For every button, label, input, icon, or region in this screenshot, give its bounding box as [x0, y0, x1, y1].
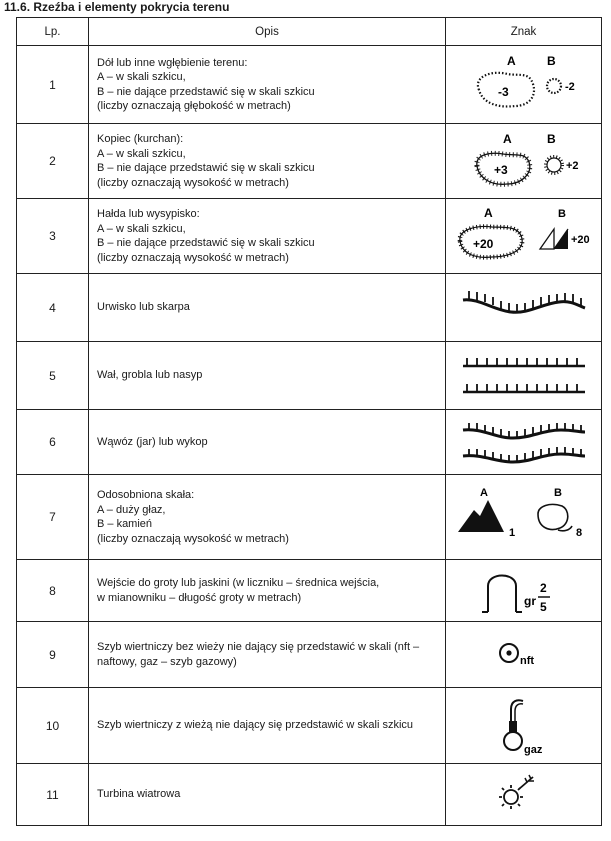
turbine-hub: [504, 790, 518, 804]
depth-value-b: -2: [564, 80, 575, 93]
description-line: A – w skali szkicu,: [97, 71, 186, 83]
variant-a-label: A: [479, 487, 488, 499]
table-row: [17, 688, 602, 764]
escarpment-symbol: [459, 288, 589, 328]
row-symbol: [446, 622, 602, 688]
row-description: [89, 410, 446, 475]
description-line: naftowy, gaz – szyb gazowy): [97, 655, 237, 668]
cave-prefix: gr: [523, 593, 536, 608]
row-symbol: [446, 274, 602, 342]
cave-numerator: 2: [539, 580, 547, 595]
row-number: 2: [17, 124, 89, 199]
escarpment-line: [463, 299, 585, 311]
height-value-a: +20: [472, 237, 493, 251]
row-symbol: [446, 199, 602, 274]
variant-a-label: A: [502, 132, 512, 146]
variant-b-label: B: [553, 487, 562, 499]
row-description: [89, 475, 446, 560]
row-symbol: [446, 764, 602, 826]
ravine-line-top: [463, 430, 585, 438]
shaft-label: nft: [519, 654, 534, 667]
row-description: [89, 342, 446, 410]
mound-hachures-b: [545, 157, 562, 174]
description-line: w mianowniku – długość groty w metrach): [97, 591, 302, 604]
description-line: Dół lub inne wgłębienie terenu:: [97, 56, 248, 69]
shaft-dot: [506, 650, 511, 655]
row-symbol: [446, 688, 602, 764]
row-number: 3: [17, 199, 89, 274]
row-description: [89, 274, 446, 342]
description-line: Wąwóz (jar) lub wykop: [97, 435, 208, 448]
description-line: (liczby oznaczają wysokość w metrach): [97, 532, 289, 545]
table-row: [17, 410, 602, 475]
description-line: A – w skali szkicu,: [97, 147, 186, 160]
row-number: 9: [17, 622, 89, 688]
tower-ring: [504, 732, 522, 750]
row-description: [89, 622, 446, 688]
table-row: [17, 274, 602, 342]
height-value-a: +3: [493, 163, 508, 177]
description-line: Kopiec (kurchan):: [97, 133, 184, 145]
header-opis: Opis: [89, 18, 446, 46]
row-description: [89, 764, 446, 826]
table-row: [17, 622, 602, 688]
row-symbol: [446, 560, 602, 622]
row-description: [89, 46, 446, 124]
row-number: 5: [17, 342, 89, 410]
depression-symbol: [459, 54, 589, 116]
tower-label: gaz: [523, 743, 542, 756]
description-line: Hałda lub wysypisko:: [97, 208, 200, 220]
description-line: Szyb wiertniczy bez wieży nie dający się przedstawić w skali (nft –: [97, 641, 420, 653]
description-line: B – nie dające przedstawić się w skali szkicu: [97, 85, 315, 98]
table-row: [17, 199, 602, 274]
description-line: B – nie dające przedstawić się w skali szkicu: [97, 162, 315, 174]
table-row: [17, 124, 602, 199]
embankment-symbol: [459, 354, 589, 398]
variant-a-label: A: [506, 53, 516, 68]
row-number: 11: [17, 764, 89, 826]
row-description: [89, 199, 446, 274]
header-row: [17, 18, 602, 46]
description-line: A – w skali szkicu,: [97, 222, 186, 235]
row-symbol: [446, 342, 602, 410]
table-row: [17, 475, 602, 560]
mound-point-b: [547, 158, 561, 172]
header-znak: Znak: [446, 18, 602, 46]
height-value-b: +20: [570, 234, 590, 246]
drill-tower-symbol: [489, 695, 559, 757]
row-number: 1: [17, 46, 89, 124]
description-line: (liczby oznaczają wysokość w metrach): [97, 251, 289, 264]
row-symbol: [446, 410, 602, 475]
height-value-a: 1: [508, 527, 515, 539]
ravine-line-bottom: [463, 454, 585, 462]
description-line: Szyb wiertniczy z wieżą nie dający się przedstawić w skali szkicu: [97, 719, 414, 732]
heap-symbol: [454, 205, 594, 267]
depression-point-b: [547, 79, 561, 93]
section-title: 11.6. Rzeźba i elementy pokrycia terenu: [4, 0, 230, 14]
rock-symbol: [454, 484, 594, 550]
row-number: 8: [17, 560, 89, 622]
description-line: A – duży głaz,: [97, 503, 166, 516]
depth-value-a: -3: [497, 84, 509, 99]
description-line: (liczby oznaczają głębokość w metrach): [97, 100, 291, 112]
variant-b-label: B: [546, 53, 556, 68]
row-description: [89, 124, 446, 199]
description-line: Odosobniona skała:: [97, 489, 195, 501]
boulder-a: [458, 500, 504, 532]
row-number: 7: [17, 475, 89, 560]
row-number: 10: [17, 688, 89, 764]
cave-denominator: 5: [539, 599, 547, 614]
description-line: Turbina wiatrowa: [97, 788, 181, 801]
row-description: [89, 560, 446, 622]
row-description: [89, 688, 446, 764]
row-symbol: [446, 46, 602, 124]
ravine-symbol: [459, 420, 589, 464]
table-row: [17, 560, 602, 622]
description-line: Wejście do groty lub jaskini (w liczniku – średnica wejścia,: [97, 577, 380, 589]
row-symbol: [446, 475, 602, 560]
height-value-b: 8: [575, 527, 582, 539]
mound-symbol: [459, 130, 589, 192]
cave-entrance-symbol: [474, 564, 574, 618]
variant-b-label: B: [557, 208, 566, 220]
row-symbol: [446, 124, 602, 199]
stone-b: [538, 504, 568, 529]
description-line: B – nie dające przedstawić się w skali szkicu: [97, 237, 315, 249]
variant-b-label: B: [546, 132, 556, 146]
table-row: [17, 342, 602, 410]
table-row: [17, 46, 602, 124]
row-number: 4: [17, 274, 89, 342]
variant-a-label: A: [483, 206, 493, 220]
cave-arch: [488, 575, 516, 612]
table-row: [17, 764, 602, 826]
legend-table: [16, 17, 602, 826]
drill-shaft-symbol: [489, 635, 559, 675]
heap-triangle-outline-b: [540, 229, 554, 249]
description-line: (liczby oznaczają wysokość w metrach): [97, 176, 289, 189]
wind-turbine-symbol: [489, 773, 559, 817]
description-line: Wał, grobla lub nasyp: [97, 369, 203, 382]
description-line: Urwisko lub skarpa: [97, 301, 190, 314]
row-number: 6: [17, 410, 89, 475]
height-value-b: +2: [565, 160, 579, 172]
header-lp: Lp.: [17, 18, 89, 46]
description-line: B – kamień: [97, 518, 153, 530]
